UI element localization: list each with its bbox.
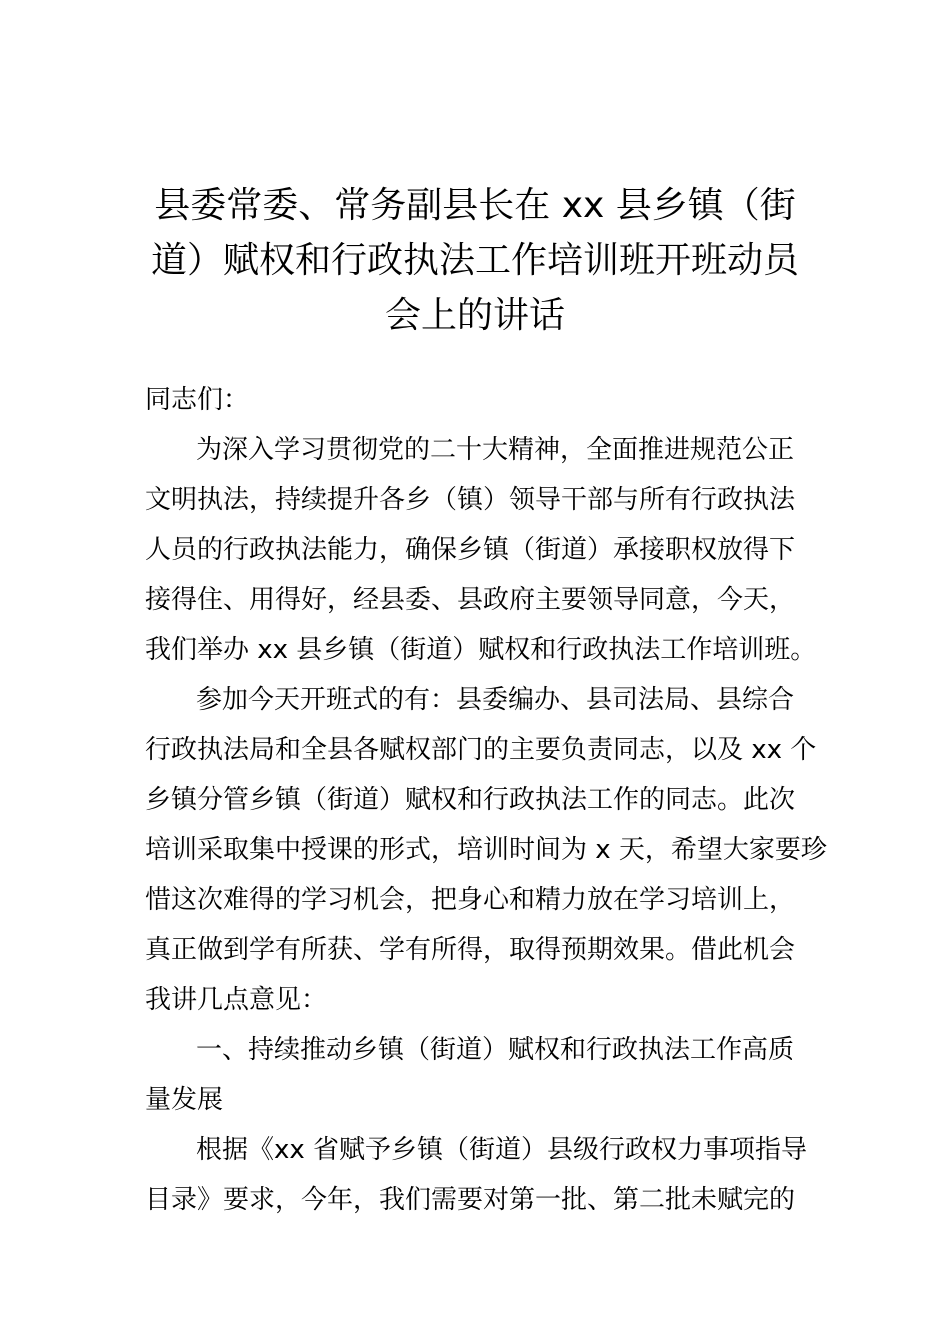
paragraph-intro (145, 425, 815, 675)
paragraph-line: 惜这次难得的学习机会，把身心和精力放在学习培训上， (145, 885, 796, 915)
document-title (120, 178, 830, 343)
document-body (145, 375, 827, 1225)
paragraph-line: 文明执法，持续提升各乡（镇）领导干部与所有行政执法 (145, 485, 796, 515)
paragraph-line: 培训采取集中授课的形式，培训时间为 x 天，希望大家要珍 (145, 835, 827, 865)
paragraph-guidance (145, 1125, 815, 1225)
paragraph-line: 我们举办 xx 县乡镇（街道）赋权和行政执法工作培训班。 (145, 635, 817, 665)
paragraph-attendees (145, 675, 827, 1025)
paragraph-line: 我讲几点意见： (145, 985, 328, 1015)
paragraph-line: 人员的行政执法能力，确保乡镇（街道）承接职权放得下 (145, 535, 796, 565)
paragraph-line: 为深入学习贯彻党的二十大精神，全面推进规范公正 (196, 435, 795, 465)
section-heading-1 (145, 1025, 815, 1125)
paragraph-line: 真正做到学有所获、学有所得，取得预期效果。借此机会 (145, 935, 796, 965)
paragraph-line: 目录》要求，今年，我们需要对第一批、第二批未赋完的 (145, 1185, 796, 1215)
title-line: 道）赋权和行政执法工作培训班开班动员 (150, 240, 799, 281)
paragraph-line: 参加今天开班式的有：县委编办、县司法局、县综合 (196, 685, 795, 715)
title-line: 县委常委、常务副县长在 xx 县乡镇（街 (154, 185, 796, 226)
paragraph-line: 接得住、用得好，经县委、县政府主要领导同意，今天， (145, 585, 796, 615)
paragraph-line: 根据《xx 省赋予乡镇（街道）县级行政权力事项指导 (196, 1135, 808, 1165)
title-line: 会上的讲话 (384, 295, 565, 336)
heading-line: 量发展 (145, 1085, 224, 1115)
paragraph-line: 行政执法局和全县各赋权部门的主要负责同志，以及 xx 个 (145, 735, 817, 765)
paragraph-line: 乡镇分管乡镇（街道）赋权和行政执法工作的同志。此次 (145, 785, 796, 815)
heading-line: 一、持续推动乡镇（街道）赋权和行政执法工作高质 (196, 1035, 795, 1065)
salutation: 同志们： (145, 385, 250, 415)
